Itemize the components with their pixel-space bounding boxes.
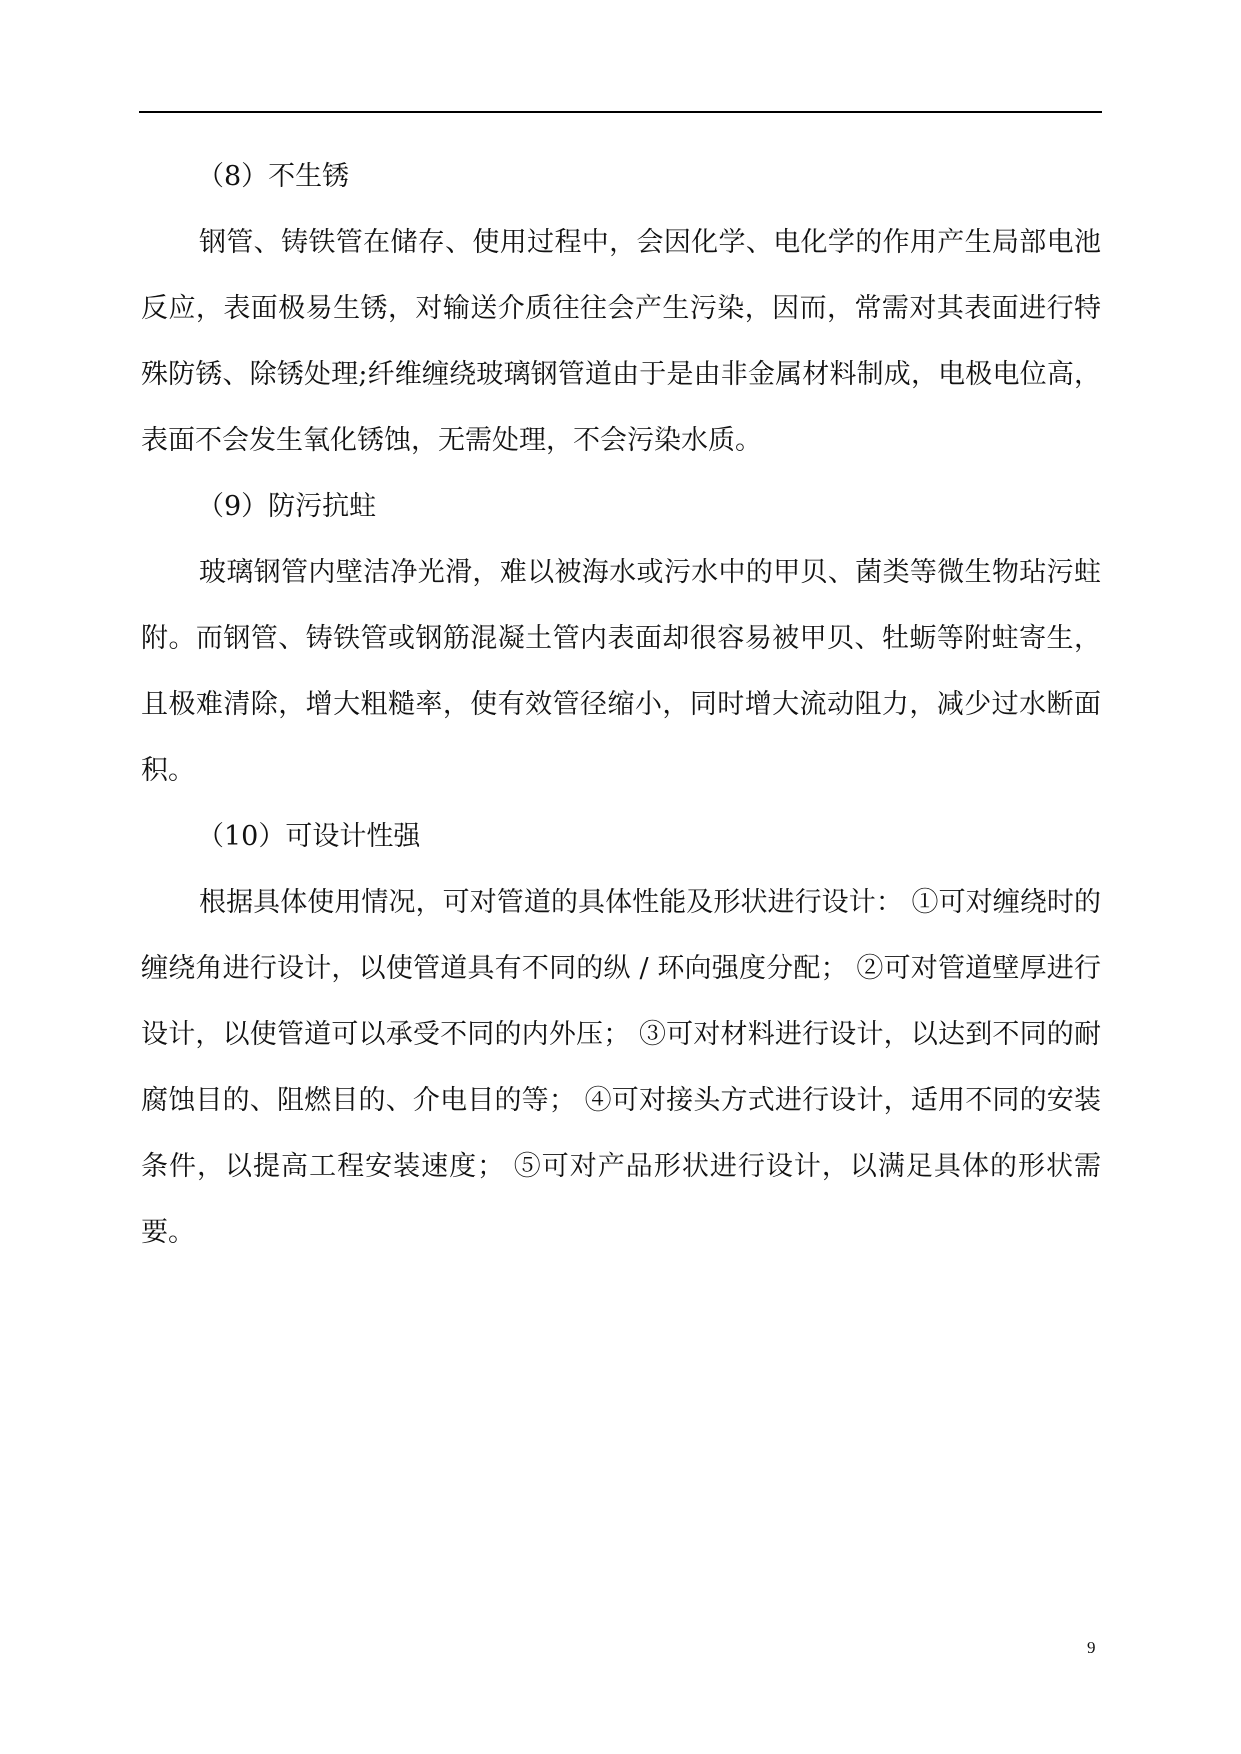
- header-rule: [139, 111, 1102, 113]
- section-paragraph-9: 玻璃钢管内壁洁净光滑，难以被海水或污水中的甲贝、菌类等微生物玷污蛀附。而钢管、铸铁管或钢筋混凝土管内表面却很容易被甲贝、牡蛎等附蛀寄生，且极难清除，增大粗糙率，使有效管径缩小，同时增大流动阻力，减少过水断面积。: [141, 557, 1101, 786]
- page-number: 9: [1087, 1638, 1096, 1657]
- section-paragraph-8: 钢管、铸铁管在储存、使用过程中，会因化学、电化学的作用产生局部电池反应，表面极易生锈，对输送介质往往会产生污染，因而，常需对其表面进行特殊防锈、除锈处理;纤维缠绕玻璃钢管道由于是由非金属材料制成，电极电位高，表面不会发生氧化锈蚀，无需处理，不会污染水质。: [141, 227, 1101, 456]
- document-body: [141, 144, 1101, 1266]
- section-heading-8: （8）不生锈: [197, 161, 350, 192]
- section-heading-10: （10）可设计性强: [197, 821, 421, 852]
- section-heading-9: （9）防污抗蛀: [197, 491, 377, 522]
- section-paragraph-10: 根据具体使用情况，可对管道的具体性能及形状进行设计： ①可对缠绕时的缠绕角进行设计，以使管道具有不同的纵 / 环向强度分配； ②可对管道壁厚进行设计，以使管道可以承受不同的内外压； ③可对材料进行设计，以达到不同的耐腐蚀目的、阻燃目的、介电目的等； ④可对接头方式进行设计，适用不同的安装条件，以提高工程安装速度； ⑤可对产品形状进行设计，以满足具体的形状需要。: [141, 887, 1101, 1248]
